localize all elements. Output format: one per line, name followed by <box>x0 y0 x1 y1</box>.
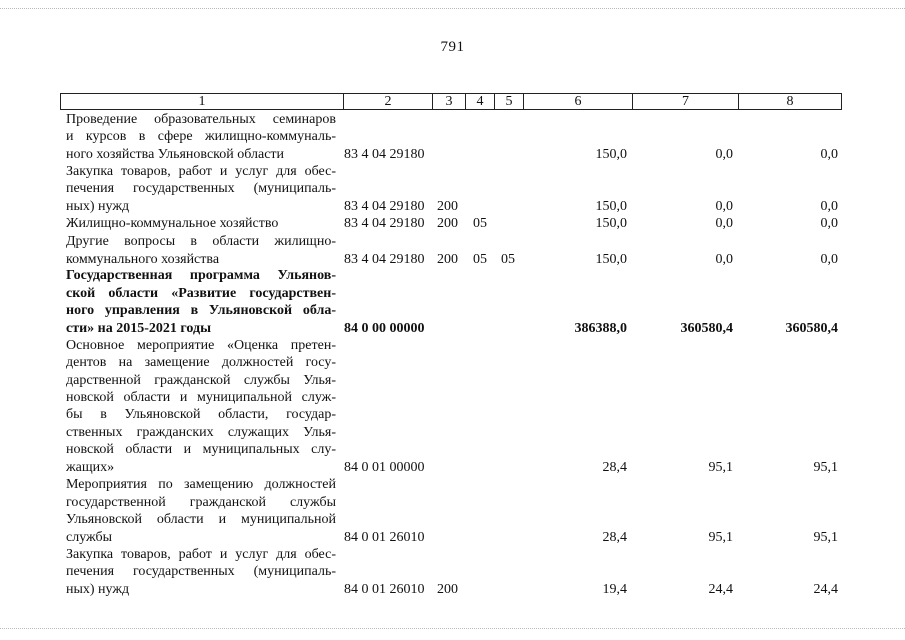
table-row <box>0 337 905 476</box>
row-name <box>66 337 336 476</box>
row-value-col7: 360580,4 <box>680 320 733 336</box>
row-vr: 200 <box>437 215 458 231</box>
header-col-2: 2 <box>344 94 433 109</box>
row-name-line: Ульяновской области и муниципальной <box>66 512 336 528</box>
row-value-col7: 24,4 <box>708 581 733 597</box>
table-row <box>0 546 905 598</box>
row-value-col8: 0,0 <box>820 251 838 267</box>
scan-artifact-top <box>0 8 905 10</box>
row-vr: 200 <box>437 198 458 214</box>
row-value-col6: 150,0 <box>595 198 627 214</box>
row-code: 84 0 01 26010 <box>344 581 425 597</box>
row-value-col6: 150,0 <box>595 251 627 267</box>
row-value-col8: 24,4 <box>813 581 838 597</box>
header-col-6: 6 <box>524 94 633 109</box>
row-value-col8: 0,0 <box>820 215 838 231</box>
row-value-col8: 0,0 <box>820 146 838 162</box>
row-value-col7: 95,1 <box>708 459 733 475</box>
row-name-line: ственных гражданских служащих Улья- <box>66 424 336 440</box>
row-name-line: печения государственных (муниципаль- <box>66 564 336 580</box>
row-value-col7: 95,1 <box>708 529 733 545</box>
row-value-col7: 0,0 <box>715 251 733 267</box>
row-vr: 200 <box>437 581 458 597</box>
table-row <box>0 111 905 163</box>
row-pr: 05 <box>501 251 515 267</box>
row-name-line: дентов на замещение должностей госу- <box>66 355 336 371</box>
table-header-row <box>60 93 842 110</box>
row-value-col6: 19,4 <box>602 581 627 597</box>
row-value-col6: 28,4 <box>602 529 627 545</box>
row-name-line: Мероприятия по замещению должностей <box>66 477 336 493</box>
row-name <box>66 267 336 337</box>
row-value-col8: 0,0 <box>820 198 838 214</box>
row-name-line: Жилищно-коммунальное хозяйство <box>66 215 279 231</box>
row-name-line: Закупка товаров, работ и услуг для обес- <box>66 546 336 562</box>
table-row <box>0 267 905 337</box>
header-col-1: 1 <box>61 94 344 109</box>
table-row <box>0 163 905 215</box>
row-value-col8: 95,1 <box>813 529 838 545</box>
row-name-line: дарственной гражданской службы Улья- <box>66 372 336 388</box>
row-name-line: службы <box>66 529 113 545</box>
row-code: 83 4 04 29180 <box>344 198 425 214</box>
row-name-line: печения государственных (муниципаль- <box>66 181 336 197</box>
scan-artifact-bottom <box>0 628 905 630</box>
row-value-col8: 360580,4 <box>785 320 838 336</box>
row-value-col6: 386388,0 <box>574 320 627 336</box>
row-name <box>66 233 336 268</box>
row-name-line: ного хозяйства Ульяновской области <box>66 146 285 162</box>
row-name <box>66 215 336 232</box>
row-code: 83 4 04 29180 <box>344 251 425 267</box>
row-code: 84 0 00 00000 <box>344 320 425 336</box>
row-name-line: сти» на 2015-2021 годы <box>66 320 212 336</box>
row-name-line: государственной гражданской службы <box>66 494 336 510</box>
row-name <box>66 546 336 598</box>
row-value-col6: 150,0 <box>595 215 627 231</box>
row-code: 83 4 04 29180 <box>344 146 425 162</box>
table-row <box>0 233 905 268</box>
row-name-line: ных) нужд <box>66 581 130 597</box>
row-name-line: жащих» <box>66 459 115 475</box>
table-row <box>0 215 905 232</box>
header-col-3: 3 <box>433 94 466 109</box>
header-col-7: 7 <box>633 94 739 109</box>
row-name-line: и курсов в сфере жилищно-коммуналь- <box>66 129 336 145</box>
row-name-line: бы в Ульяновской области, государ- <box>66 407 336 423</box>
row-value-col7: 0,0 <box>715 146 733 162</box>
row-rz: 05 <box>473 215 487 231</box>
row-value-col6: 28,4 <box>602 459 627 475</box>
row-name-line: Проведение образовательных семинаров <box>66 111 336 127</box>
row-name-line: коммунального хозяйства <box>66 251 220 267</box>
row-name-line: новской области и муниципальной служ- <box>66 389 336 405</box>
table-row <box>0 476 905 546</box>
row-name-line: новской области и муниципальных слу- <box>66 442 336 458</box>
row-name-line: ного управления в Ульяновской обла- <box>66 303 336 319</box>
row-code: 84 0 01 26010 <box>344 529 425 545</box>
row-rz: 05 <box>473 251 487 267</box>
row-name-line: Государственная программа Ульянов- <box>66 268 336 284</box>
row-name <box>66 163 336 215</box>
header-col-8: 8 <box>786 94 794 109</box>
row-name <box>66 111 336 163</box>
row-value-col6: 150,0 <box>595 146 627 162</box>
row-name-line: Основное мероприятие «Оценка претен- <box>66 337 336 353</box>
row-value-col8: 95,1 <box>813 459 838 475</box>
row-name-line: ных) нужд <box>66 198 130 214</box>
row-vr: 200 <box>437 251 458 267</box>
row-value-col7: 0,0 <box>715 198 733 214</box>
page-number: 791 <box>440 39 465 55</box>
row-name <box>66 476 336 546</box>
row-name-line: Другие вопросы в области жилищно- <box>66 234 336 250</box>
row-value-col7: 0,0 <box>715 215 733 231</box>
row-name-line: ской области «Развитие государствен- <box>66 285 336 301</box>
row-code: 83 4 04 29180 <box>344 215 425 231</box>
header-col-5: 5 <box>495 94 524 109</box>
header-col-4: 4 <box>466 94 495 109</box>
row-name-line: Закупка товаров, работ и услуг для обес- <box>66 163 336 179</box>
row-code: 84 0 01 00000 <box>344 459 425 475</box>
